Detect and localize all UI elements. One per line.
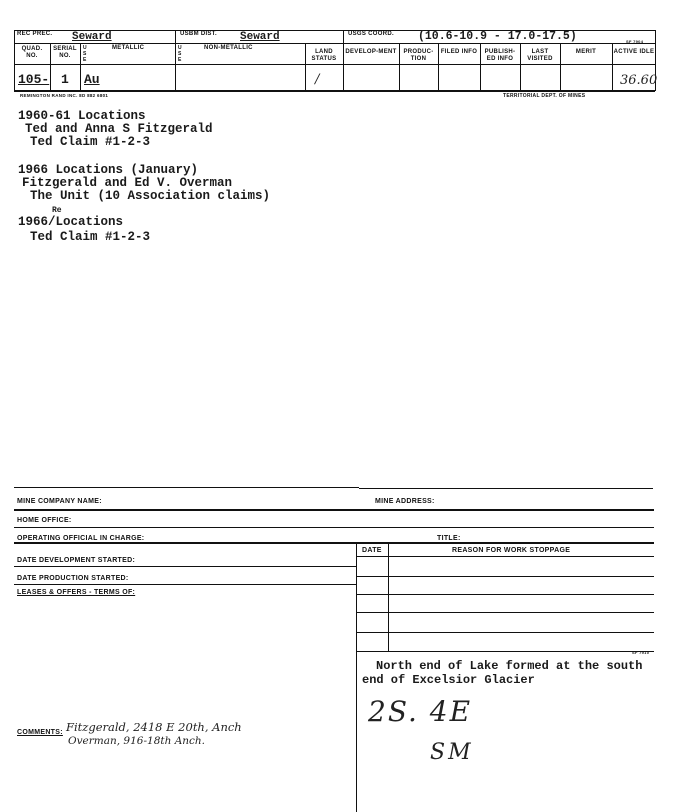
header-footer-left: REMINGTON RAND INC. 8D 882 6801: [20, 93, 109, 98]
col-metallic: METALLIC: [112, 45, 145, 51]
mine-address-label: MINE ADDRESS:: [375, 498, 435, 505]
rec-prec-label: REC PREC.: [17, 31, 53, 37]
locations-3-line1: Ted Claim #1-2-3: [30, 230, 151, 244]
handwritten-township-range: 2S. 4E: [368, 695, 473, 728]
form-code-top: SF 7904: [626, 39, 644, 44]
locations-1-title: 1960-61 Locations: [18, 109, 146, 123]
col-active-idle: ACTIVE IDLE: [613, 49, 655, 55]
metallic-value: Au: [84, 72, 100, 87]
col-last-visited: LAST VISITED: [527, 49, 553, 62]
comments-label: COMMENTS:: [17, 729, 63, 736]
form-code-bottom: SF 7910: [632, 650, 650, 655]
col-production: PRODUC-TION: [403, 49, 434, 62]
leases-offers-label: LEASES & OFFERS - TERMS OF:: [17, 589, 136, 596]
reason-column-header: REASON FOR WORK STOPPAGE: [452, 547, 571, 554]
operating-official-label: OPERATING OFFICIAL IN CHARGE:: [17, 535, 145, 542]
home-office-label: HOME OFFICE:: [17, 517, 72, 524]
comments-line1: Fitzgerald, 2418 E 20th, Anch: [66, 720, 242, 734]
locations-2-title: 1966 Locations (January): [18, 163, 199, 177]
comments-line2: Overman, 916-18th Anch.: [68, 735, 206, 747]
title-label: TITLE:: [437, 535, 461, 542]
col-quad-no: QUAD. NO.: [21, 46, 43, 59]
col-published-info: PUBLISH-ED INFO: [484, 49, 516, 62]
usbm-dist-label: USBM DIST.: [180, 31, 218, 37]
usbm-dist-value: Seward: [240, 31, 280, 43]
header-footer-right: TERRITORIAL DEPT. OF MINES: [503, 93, 586, 99]
date-production-label: DATE PRODUCTION STARTED:: [17, 575, 129, 582]
col-filed-info: FILED INFO: [440, 49, 478, 55]
date-development-label: DATE DEVELOPMENT STARTED:: [17, 557, 136, 564]
usgs-coord-value: (10.6-10.9 - 17.0-17.5): [418, 30, 577, 43]
col-merit: MERIT: [575, 49, 597, 55]
locations-1-line1: Ted and Anna S Fitzgerald: [25, 122, 213, 136]
usgs-coord-label: USGS COORD.: [348, 31, 394, 37]
locations-2-line2: The Unit (10 Association claims): [30, 189, 271, 203]
locations-3-annot: Re: [52, 206, 62, 215]
locations-1-line2: Ted Claim #1-2-3: [30, 135, 151, 149]
locations-2-line1: Fitzgerald and Ed V. Overman: [22, 176, 233, 190]
active-idle-value: 36.60: [620, 73, 658, 88]
col-development: DEVELOP-MENT: [345, 49, 397, 55]
col-land-status: LAND STATUS: [311, 49, 337, 62]
locations-3-title: 1966/Locations: [18, 215, 124, 229]
date-column-header: DATE: [362, 547, 382, 554]
stoppage-note-line2: end of Excelsior Glacier: [362, 673, 535, 687]
land-status-value: /: [315, 72, 320, 87]
serial-no-value: 1: [61, 72, 69, 87]
handwritten-meridian: SM: [430, 740, 474, 765]
col-use-nonmetallic: U S E: [178, 45, 182, 63]
quad-no-value: 105-: [18, 72, 50, 87]
mine-company-name-label: MINE COMPANY NAME:: [17, 498, 102, 505]
col-serial-no: SERIAL NO.: [53, 46, 77, 59]
stoppage-note-line1: North end of Lake formed at the south: [376, 659, 643, 673]
col-nonmetallic: NON-METALLIC: [204, 45, 253, 51]
rec-prec-value: Seward: [72, 31, 112, 43]
col-use-metallic: U S E: [83, 45, 87, 63]
